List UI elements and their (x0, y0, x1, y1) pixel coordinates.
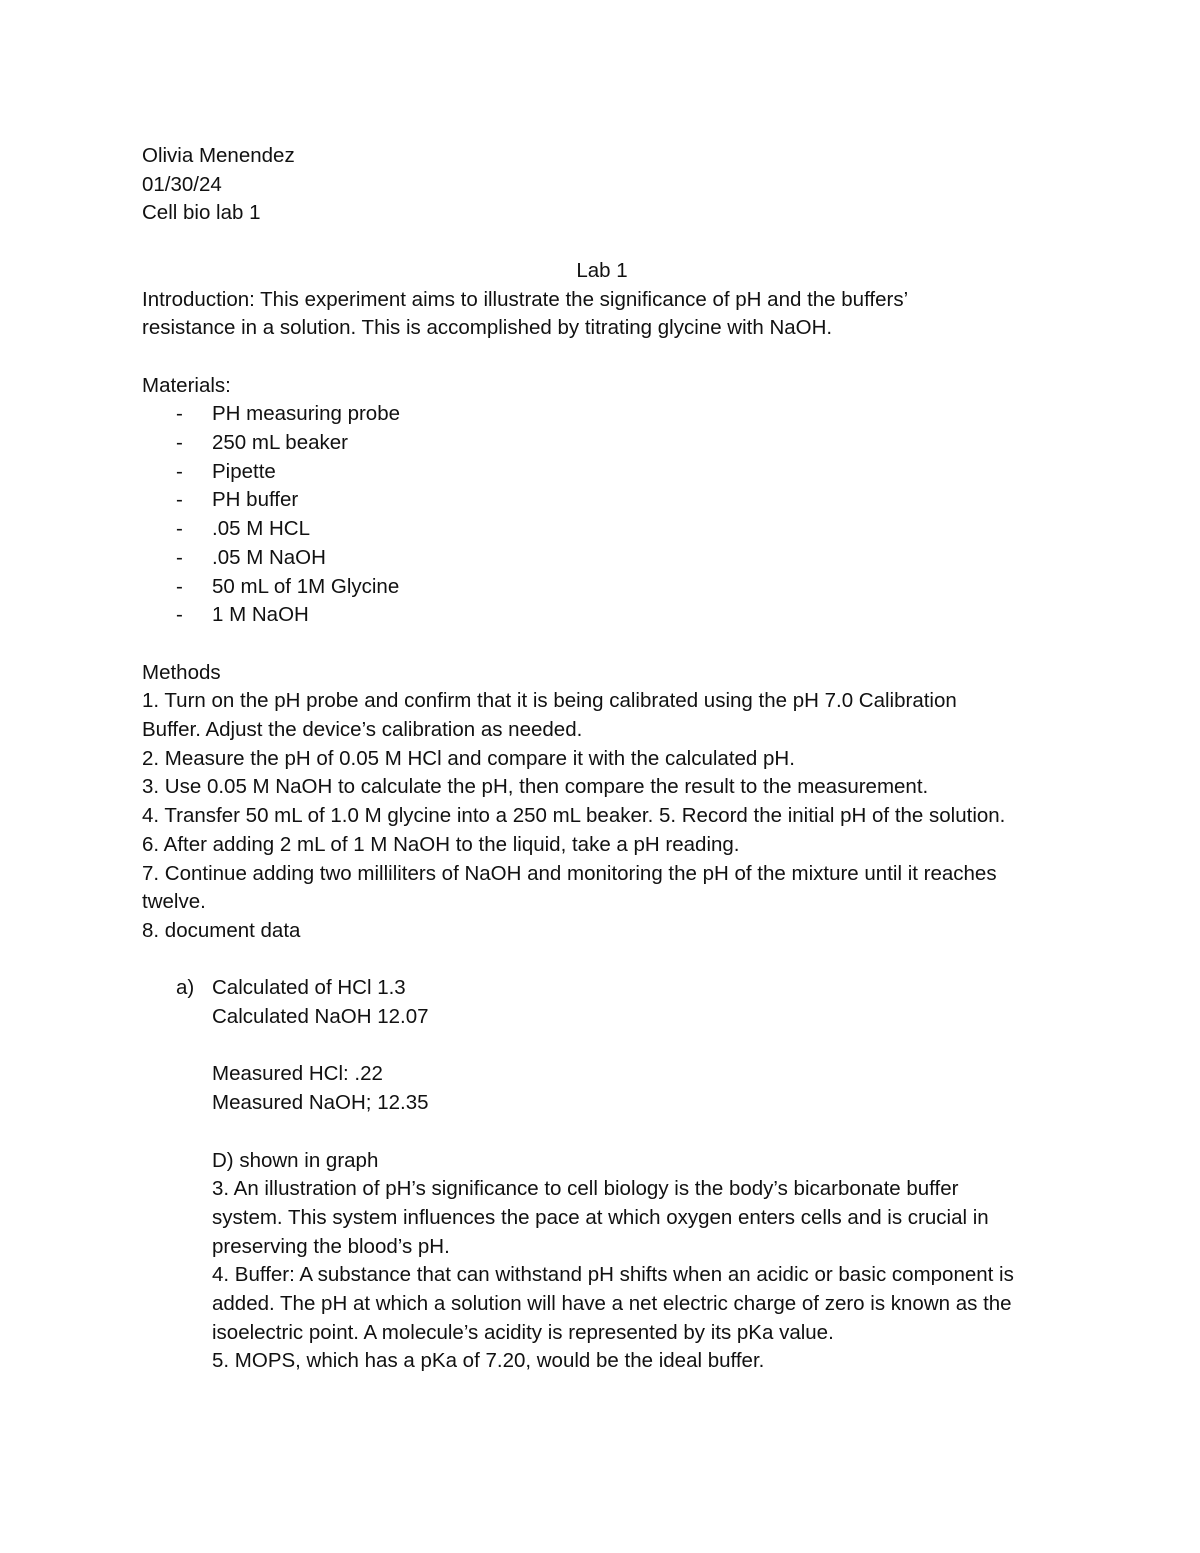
materials-item-text: .05 M NaOH (212, 545, 326, 569)
spacer (142, 630, 1062, 659)
materials-item (142, 486, 1062, 515)
list-dash: - (176, 459, 183, 483)
materials-item-text: Pipette (212, 459, 276, 483)
introduction-line: resistance in a solution. This is accomplished by titrating glycine with NaOH. (142, 316, 833, 340)
document-date: 01/30/24 (142, 172, 222, 196)
answer-4-line: isoelectric point. A molecule’s acidity is represented by its pKa value. (212, 1320, 834, 1344)
spacer (142, 343, 1062, 372)
list-dash: - (176, 402, 183, 426)
answer-5-line: 5. MOPS, which has a pKa of 7.20, would be the ideal buffer. (212, 1349, 765, 1373)
list-dash: - (176, 574, 183, 598)
materials-item (142, 601, 1062, 630)
materials-item-text: PH buffer (212, 488, 299, 512)
spacer (142, 946, 1062, 975)
course-name: Cell bio lab 1 (142, 201, 261, 225)
introduction-line: Introduction: This experiment aims to illustrate the significance of pH and the buffers’ (142, 287, 909, 311)
methods-line: 3. Use 0.05 M NaOH to calculate the pH, then compare the result to the measurement. (142, 775, 929, 799)
answer-4-line: added. The pH at which a solution will have a net electric charge of zero is known as the (212, 1292, 1012, 1316)
materials-item-text: .05 M HCL (212, 517, 310, 541)
calculated-naoh: Calculated NaOH 12.07 (212, 1005, 429, 1029)
list-dash: - (176, 431, 183, 454)
measured-hcl: Measured HCl: .22 (212, 1062, 383, 1086)
document-body (142, 142, 1062, 1376)
answer-marker: a) (176, 976, 195, 1000)
document-title: Lab 1 (576, 258, 628, 282)
list-dash: - (176, 603, 183, 627)
materials-item (142, 573, 1062, 602)
methods-line: 6. After adding 2 mL of 1 M NaOH to the liquid, take a pH reading. (142, 832, 740, 856)
materials-list (142, 400, 1062, 630)
methods-line: 1. Turn on the pH probe and confirm that it is being calibrated using the pH 7.0 Calibration (142, 689, 957, 713)
graph-note: D) shown in graph (212, 1148, 379, 1172)
measured-naoh: Measured NaOH; 12.35 (212, 1091, 429, 1115)
methods-line: twelve. (142, 890, 206, 914)
methods-line: Buffer. Adjust the device’s calibration as needed. (142, 718, 583, 742)
answer-3-line: 3. An illustration of pH’s significance to cell biology is the body’s bicarbonate buffer (212, 1177, 959, 1201)
list-dash: - (176, 517, 183, 541)
materials-item-text: 1 M NaOH (212, 603, 309, 627)
list-dash: - (176, 488, 183, 512)
materials-item (142, 400, 1062, 429)
methods-line: 7. Continue adding two milliliters of NaOH and monitoring the pH of the mixture until it reaches (142, 861, 997, 885)
answer-4-line: 4. Buffer: A substance that can withstand pH shifts when an acidic or basic component is (212, 1263, 1014, 1287)
materials-item (142, 515, 1062, 544)
answers-section (142, 974, 1062, 1376)
methods-line: 4. Transfer 50 mL of 1.0 M glycine into a 250 mL beaker. 5. Record the initial pH of the solution. (142, 804, 1006, 828)
materials-heading: Materials: (142, 373, 231, 397)
list-dash: - (176, 545, 183, 569)
methods-line: 2. Measure the pH of 0.05 M HCl and compare it with the calculated pH. (142, 746, 795, 770)
answer-3-line: preserving the blood’s pH. (212, 1234, 450, 1258)
spacer (142, 228, 1062, 257)
materials-item-text: 250 mL beaker (212, 431, 348, 454)
materials-item (142, 429, 1062, 458)
spacer (212, 1032, 1062, 1061)
answer-3-line: system. This system influences the pace at which oxygen enters cells and is crucial in (212, 1205, 989, 1229)
materials-item-text: PH measuring probe (212, 402, 401, 426)
spacer (212, 1118, 1062, 1147)
methods-line: 8. document data (142, 918, 301, 942)
materials-item-text: 50 mL of 1M Glycine (212, 574, 400, 598)
calculated-hcl: Calculated of HCl 1.3 (212, 976, 406, 1000)
methods-heading: Methods (142, 660, 221, 684)
materials-item (142, 544, 1062, 573)
materials-item (142, 458, 1062, 487)
author-name: Olivia Menendez (142, 144, 295, 167)
